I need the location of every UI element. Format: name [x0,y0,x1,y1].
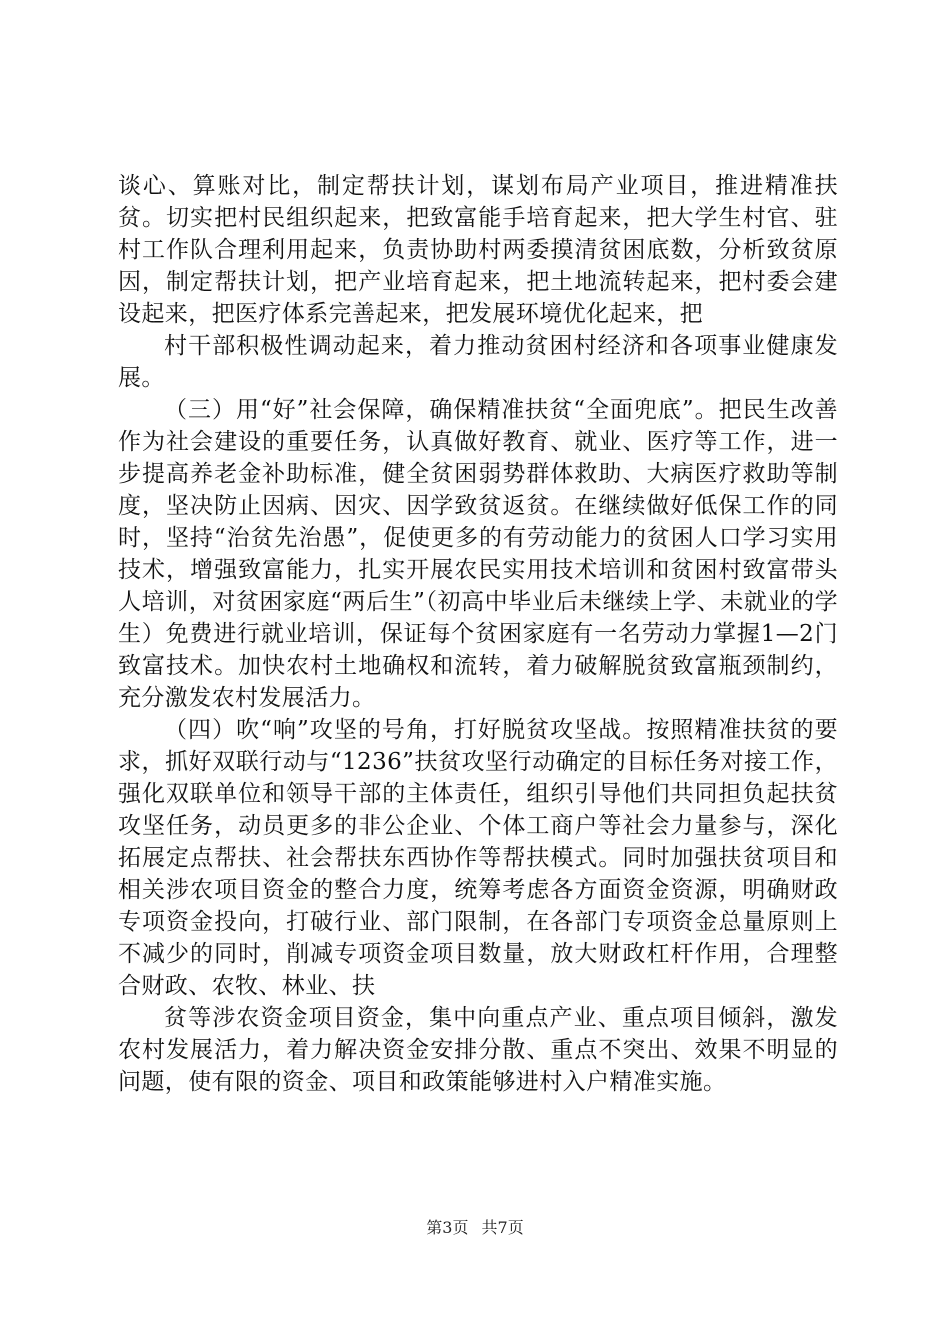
body-paragraph-funds-integration: 贫等涉农资金项目资金，集中向重点产业、重点项目倾斜，激发农村发展活力，着力解决资金安排分散、重点不突出、效果不明显的问题，使有限的资金、项目和政策能够进村入户精准实施。 [118,1005,838,1095]
body-paragraph-continued: 谈心、算账对比，制定帮扶计划，谋划布局产业项目，推进精准扶贫。切实把村民组织起来，把致富能手培育起来，把大学生村官、驻村工作队合理利用起来，负责协助村两委摸清贫困底数，分析致贫原因，制定帮扶计划，把产业培育起来，把土地流转起来，把村委会建设起来，把医疗体系完善起来，把发展环境优化起来，把 [118,173,838,327]
page-footer [0,1218,950,1238]
document-body [118,170,838,1098]
page-number-total: 共7页 [481,1218,524,1237]
page-number-current: 第3页 [426,1218,469,1237]
body-paragraph-social-security: （三）用“好”社会保障，确保精准扶贫“全面兜底”。把民生改善作为社会建设的重要任务，认真做好教育、就业、医疗等工作，进一步提高养老金补助标准，健全贫困弱势群体救助、大病医疗救助等制度，坚决防止因病、因灾、因学致贫返贫。在继续做好低保工作的同时，坚持“治贫先治愚”，促使更多的有劳动能力的贫困人口学习实用技术，增强致富能力，扎实开展农民实用技术培训和贫困村致富带头人培训，对贫困家庭“两后生”（初高中毕业后未继续上学、未就业的学生）免费进行就业培训，保证每个贫困家庭有一名劳动力掌握1—2门致富技术。加快农村土地确权和流转，着力破解脱贫致富瓶颈制约，充分激发农村发展活力。 [118,397,838,711]
body-paragraph-village-cadres: 村干部积极性调动起来，着力推动贫困村经济和各项事业健康发展。 [118,333,838,391]
body-paragraph-poverty-battle: （四）吹“响”攻坚的号角，打好脱贫攻坚战。按照精准扶贫的要求，抓好双联行动与“1236”扶贫攻坚行动确定的目标任务对接工作，强化双联单位和领导干部的主体责任，组织引导他们共同担负起扶贫攻坚任务，动员更多的非公企业、个体工商户等社会力量参与，深化拓展定点帮扶、社会帮扶东西协作等帮扶模式。同时加强扶贫项目和相关涉农项目资金的整合力度，统筹考虑各方面资金资源，明确财政专项资金投向，打破行业、部门限制，在各部门专项资金总量原则上不减少的同时，削减专项资金项目数量，放大财政杠杆作用，合理整合财政、农牧、林业、扶 [118,717,838,999]
